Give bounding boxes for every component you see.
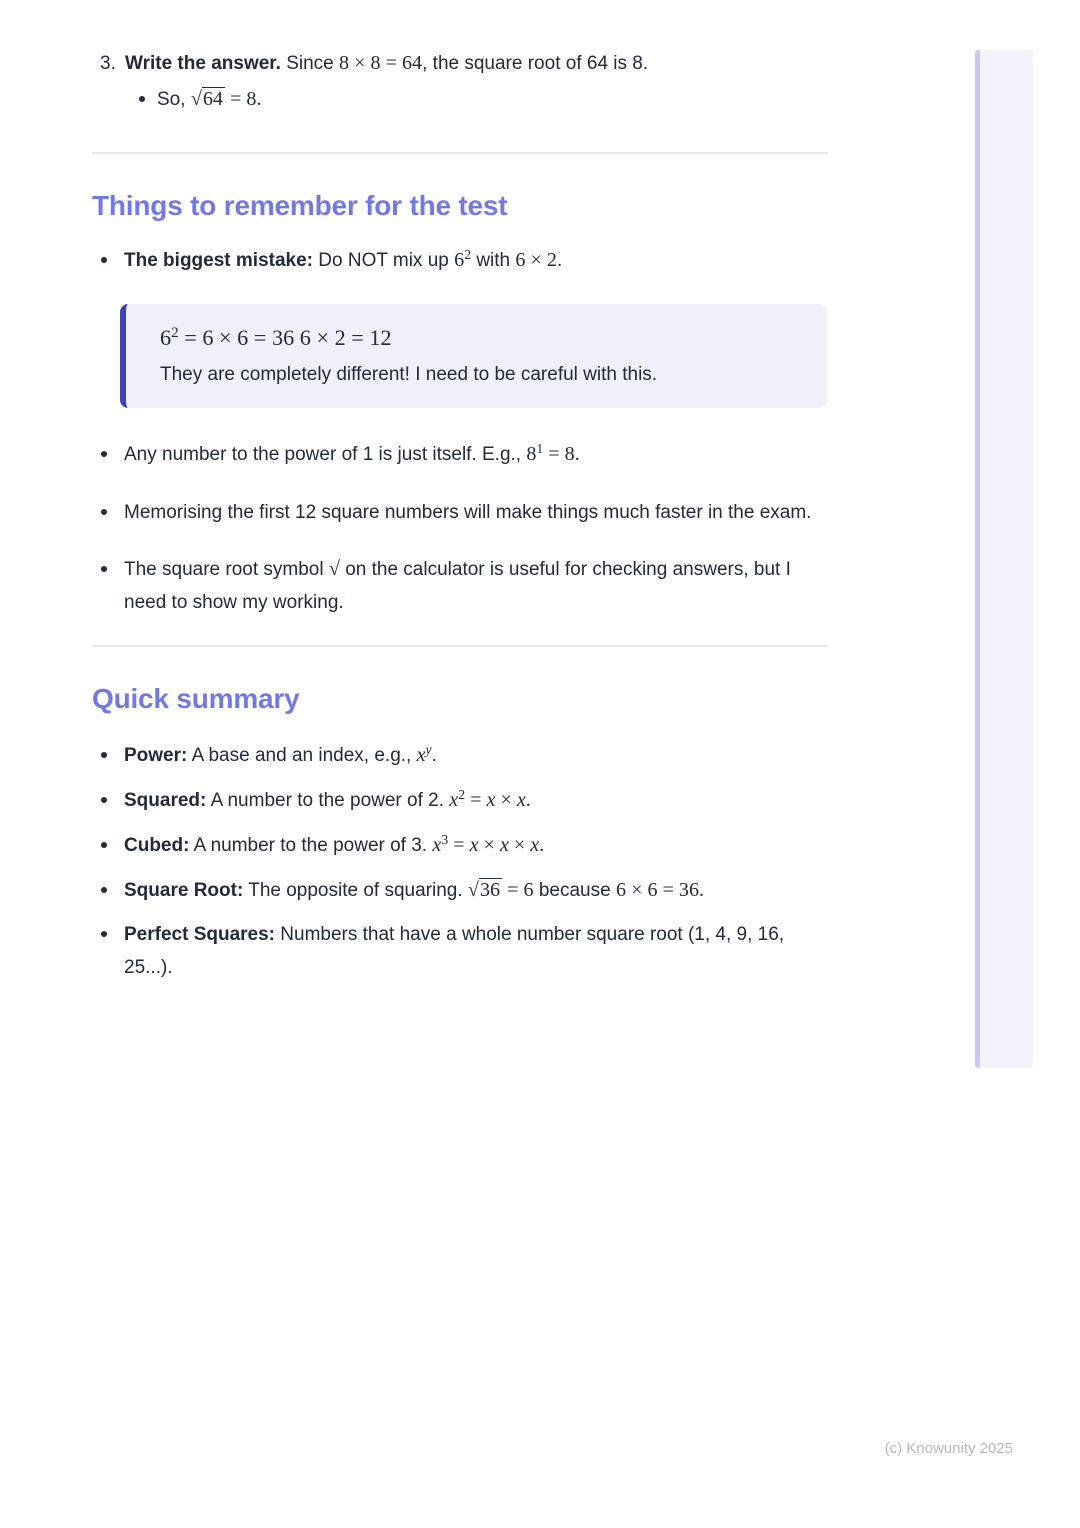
step-sub-bullet xyxy=(92,83,828,116)
callout-box xyxy=(120,304,827,408)
step-number: 3. xyxy=(100,53,116,74)
content-column xyxy=(92,0,828,984)
list-item-squared xyxy=(92,784,828,818)
radicand: 36 xyxy=(479,879,501,901)
bullet-disc xyxy=(101,887,107,893)
scrollbar-track[interactable] xyxy=(975,50,1033,1068)
copyright-footer: (c) Knowunity 2025 xyxy=(884,1440,1013,1457)
list-item-cubed xyxy=(92,829,828,863)
list-item-text: The square root symbol √ on the calculator is useful for checking answers, but I need to show my working. xyxy=(124,558,791,613)
list-item-perfect-squares xyxy=(92,918,828,984)
sqrt-expression xyxy=(468,878,502,901)
callout-equation: $6^2 = 6 \times 6 = 36$ 6 × 2 = 12 xyxy=(160,325,392,350)
list-item-text: Memorising the first 12 square numbers will make things much faster in the exam. xyxy=(124,502,812,523)
list-item-memorising xyxy=(92,496,828,529)
bullet-disc xyxy=(101,842,107,848)
list-item-text: Any number to the power of 1 is just itself. E.g., $8^1 = 8$. xyxy=(124,441,580,465)
list-item-text: Squared: A number to the power of 2. $x^2 = x \times x$. xyxy=(124,787,531,811)
step-text: Write the answer. Since 8 × 8 = 64, the square root of 64 is 8. xyxy=(125,52,649,74)
list-item-square-root xyxy=(92,874,828,907)
list-item-power-of-1 xyxy=(92,438,828,472)
bullet-disc xyxy=(101,451,107,457)
bullet-disc xyxy=(101,257,107,263)
list-item-sqrt-symbol xyxy=(92,553,828,619)
list-item-text: Perfect Squares: Numbers that have a whole number square root (1, 4, 9, 16, 25...). xyxy=(124,924,785,978)
section-title-quick-summary: Quick summary xyxy=(92,683,300,714)
bullet-disc xyxy=(101,931,107,937)
section-divider xyxy=(92,645,828,647)
radicand: 64 xyxy=(202,88,223,110)
callout-note: They are completely different! I need to be careful with this. xyxy=(160,364,658,385)
list-item-power xyxy=(92,739,828,773)
list-item-biggest-mistake xyxy=(92,244,828,278)
radical-icon: √ xyxy=(467,879,479,901)
bullet-disc xyxy=(101,509,107,515)
numbered-step-3 xyxy=(92,0,828,80)
bullet-disc xyxy=(101,752,107,758)
bullet-disc xyxy=(101,797,107,803)
list-item-text: Cubed: A number to the power of 3. $x^3 = x \times x \times x$. xyxy=(124,832,545,856)
list-item-text: The biggest mistake: Do NOT mix up $6^2$ with 6 × 2. xyxy=(124,247,563,271)
radical-icon: √ xyxy=(190,88,202,110)
sqrt-expression xyxy=(191,87,225,110)
section-divider xyxy=(92,152,828,154)
list-item-text: Power: A base and an index, e.g., $x^y$. xyxy=(124,742,437,766)
list-item-text: Square Root: The opposite of squaring. √36 = 6 because 6 × 6 = 36. xyxy=(124,879,705,901)
sub-bullet-text: So, √64 = 8. xyxy=(157,88,262,110)
bullet-disc xyxy=(139,96,145,102)
bullet-disc xyxy=(101,566,107,572)
section-title-things-to-remember: Things to remember for the test xyxy=(92,190,508,221)
